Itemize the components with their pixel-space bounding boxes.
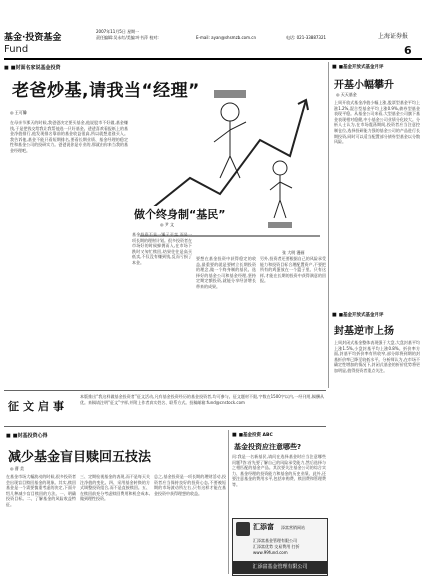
column2-body-right: 另外,投资者还要根据自己的风险承受能力和投资目标合理配置资产,不要把所有的鸡蛋放在一个篮子里。只有这样,才能在长期的投资中获得满意的回报。 xyxy=(260,256,326,284)
page-number: 6 xyxy=(404,44,412,57)
column2-body-mid: 要想在基金投资中获得稳定的收益,最重要的就是要树立长期投资的理念,做一个终身制的基民。选择好的基金公司和基金经理,坚持定期定额投资,就能分享经济增长带来的成果。 xyxy=(196,256,256,289)
article2-headline: 减少基金盲目赎回五技法 xyxy=(8,450,152,465)
article2-kicker: ■ ■封基投资心得 xyxy=(6,432,47,439)
column2-body-left: 基金投资不是一锤子买卖,而是一项长期的理财计划。很多投资者在市场好的时候蜂拥而入,在市场下跌时又匆忙赎回,结果往往是高买低卖,不仅没有赚到钱,反而亏损了本金。 xyxy=(132,232,192,265)
article1-headline: 老爸炒基,请我当“经理” xyxy=(12,81,200,101)
notice-rule-top xyxy=(4,390,326,391)
section-title: 基金·投资基金 xyxy=(4,33,62,43)
article2-body-left: 在基金市场大幅波动的时候,很多投资者会出现盲目赎回基金的现象。其实,赎回基金是一个需要慎重考虑的决定,下面介绍几种减少盲目赎回的方法。一、明确投资目标。二、了解基金的风险收益特征。 xyxy=(6,474,76,507)
sidebar-kicker: ■ ■基金开放式基金月评 xyxy=(332,64,384,70)
ad-slogan-bar: 汇添富基金管理有限公司 xyxy=(233,561,327,574)
ad-logo-icon xyxy=(236,522,250,536)
editor-line: 责任编辑:吴永红/美编:叶书萍 校对: xyxy=(96,35,159,40)
ad-line2: 汇添富优势 交易费用 打折 xyxy=(253,544,300,549)
ad-line1: 汇添富基金管理有限公司 xyxy=(253,538,297,543)
header-phone: 电话: 021-33887321 xyxy=(286,35,327,40)
article1-kicker: ■ ■封面名家说基金投资 xyxy=(4,64,60,71)
sidebar-body-2: 上周封闭式基金整体表现强于大盘,大盘封基平均上涨1.5%,小盘封基平均上涨0.8%。折价率方面,封基平均折价率有所收窄,部分即将到期的封基折价率已降至较低水平。分析师认为,在市场不确定性增加的情况下,封闭式基金的折价优势将更加明显,值得投资者重点关注。 xyxy=(334,340,420,373)
article2-byline: ◎ 曹 美 xyxy=(10,466,25,471)
ad-brand-sub: 添富营销网站 xyxy=(281,525,305,530)
qa-kicker: ■ ■基金投资 ABC xyxy=(232,432,273,438)
sidebar-headline-2: 封基逆市上扬 xyxy=(334,326,394,337)
cartoon-caption: 张 大明 漫画 xyxy=(282,250,305,255)
subsection-title: Fund xyxy=(4,44,29,55)
qa-divider xyxy=(228,430,229,574)
sidebar-kicker-2: ■ ■基金开放式基金月评 xyxy=(332,312,384,318)
column2-headline: 做个终身制“基民” xyxy=(134,208,226,221)
header-email: E-mail: ayan@shsmzb.com.cn xyxy=(196,35,257,40)
ad-banner[interactable] xyxy=(232,518,328,576)
qa-headline: 基金投资应注意哪些? xyxy=(234,443,302,451)
ad-brand: 汇添富 xyxy=(253,523,274,531)
article1-byline: ◎ 王可馨 xyxy=(10,110,27,115)
sidebar-headline: 开基小幅攀升 xyxy=(334,80,394,91)
notice-label: 征文启事 xyxy=(8,400,68,413)
notice-text: 本版推出“我这样做基金投资者”征文活动,凡有基金投资经历的基金投资者,均可参与。征文题材不限,字数在1500字以内,一经刊用,稿酬从优。来稿请注明“征文”字样,并附上作者真实姓名、联系方式。投稿邮箱:fund@cnstock.com xyxy=(80,394,324,405)
paper-name: 上海证券报 xyxy=(378,33,409,40)
sidebar-body: 上周开放式基金净值小幅上涨,股票型基金平均上涨1.2%,混合型基金平均上涨0.9%,债券型基金表现平稳。从基金公司来看,大型基金公司旗下基金表现相对稳健,中小基金公司业绩分化较大。分析人士认为,在市场震荡期间,投资者应当注意控制仓位,选择投研能力强的基金公司的产品进行长期投资,同时可以适当配置部分债券型基金以分散风险。 xyxy=(334,100,420,145)
qa-body: 问:我是一名新基民,请问在选择基金时应当注意哪些问题?答:首先要了解自己的风险承受能力,然后选择与之相匹配的基金产品。其次要关注基金公司的综合实力、基金经理的投资能力和基金的历史业绩。此外,还要注意基金的费用水平,包括申购费、赎回费和管理费等。 xyxy=(232,454,326,487)
column2-byline: ◎ 尹 文 xyxy=(160,222,175,227)
date-line: 2007年11月5日 星期一 xyxy=(96,29,140,34)
notice-rule-bottom xyxy=(4,426,326,427)
sidebar-byline: ◎ 天天基金 xyxy=(336,92,357,97)
article2-body-right: 总之,基金投资是一项长期的理财活动,投资者应当保持良好的投资心态,不要被短期的市场波动所左右,只有这样才能在基金投资中获得理想的收益。 xyxy=(154,474,226,496)
sidebar-divider xyxy=(328,62,329,388)
article1-body-left: 在母亲节那天的时候,我爸爸决定要买基金,他说股市不好做,基金赚钱,于是把钱交给我让我帮他选一只好基金。爸爸喜欢看报纸上的基金净值排行,他发现排名靠前的基金收益很高,所以就想追涨买入。我告诉他,基金不能只看短期排名,要看长期业绩、基金经理的稳定性和基金公司的投研实力。爸爸说你是专业的,那就由你来当我的基金经理吧。 xyxy=(10,120,128,153)
article2-body-mid: 三、定期检视基金的表现,而不是每天关注净值的变化。四、采用基金转换的方式调整投资组合,而不是直接赎回。五、在赎回前充分考虑赎回费用和机会成本,做到理性投资。 xyxy=(80,474,150,502)
ad-line3: www.99fund.com xyxy=(253,550,288,555)
